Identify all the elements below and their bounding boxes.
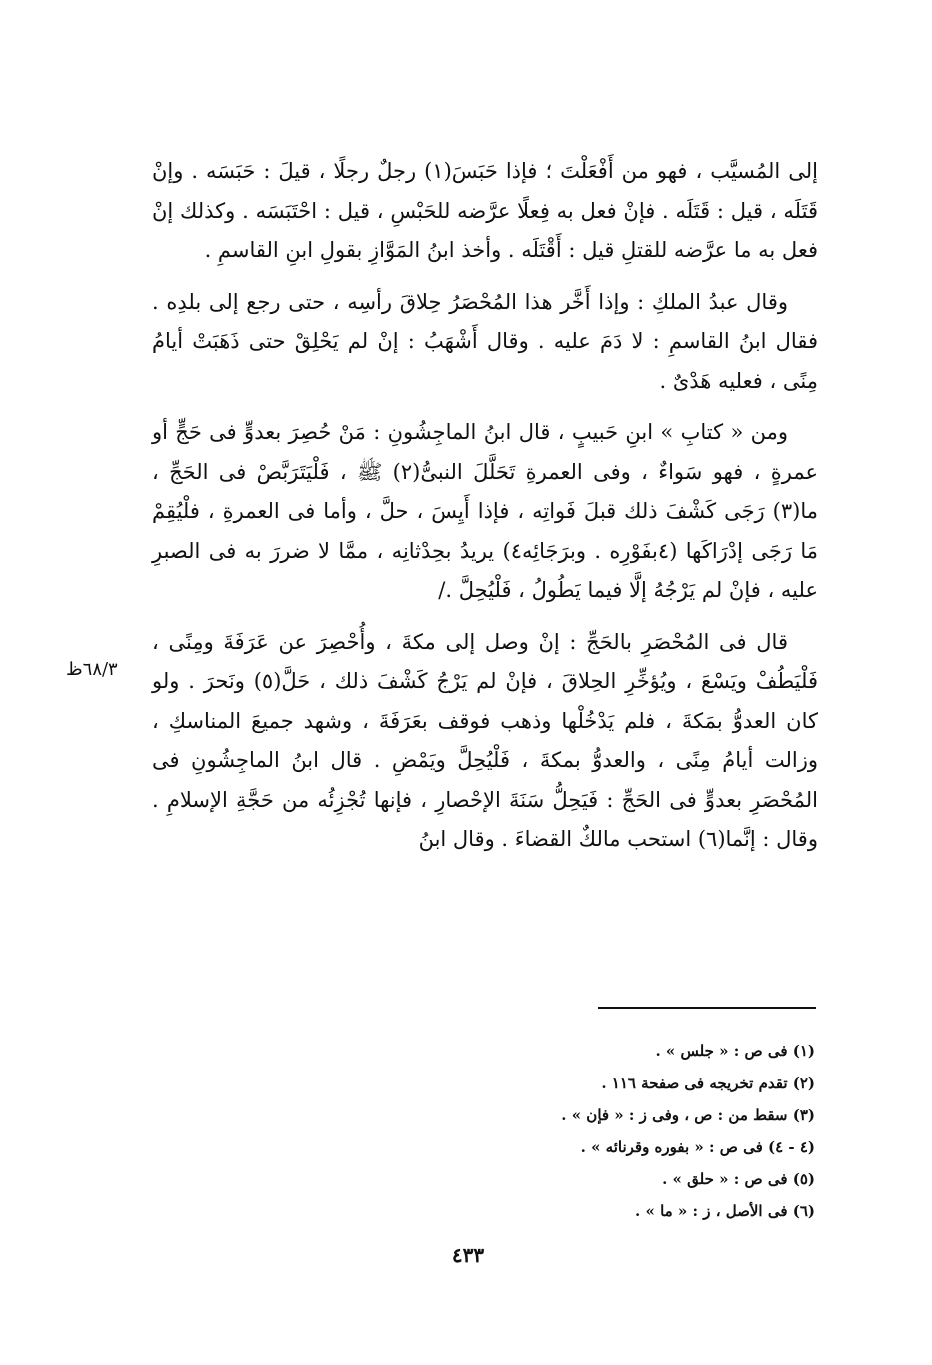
footnote-divider [598,1007,816,1009]
footnote: (٤ - ٤) فى ص : « بفوره وقرنائه » . [580,1138,815,1156]
footnotes [300,1035,815,1227]
footnote: (١) فى ص : « جلس » . [655,1042,815,1060]
manuscript-folio-note: ٦٨/٣ظ [66,659,118,680]
paragraph: وقال عبدُ الملكِ : وإذا أَخَّر هذا المُحْصَرُ حِلاقَ رأسِه ، حتى رجع إلى بلدِه . فقال ابنُ القاسمِ : لا دَمَ عليه . وقال أَشْهَبُ : إنْ لم يَحْلِقْ حتى ذَهَبَتْ أيامُ مِنًى ، فعليه هَدْىٌ . [152,289,818,393]
footnote: (٥) فى ص : « حلق » . [662,1170,815,1188]
paragraph: ومن « كتابِ » ابنِ حَبيبٍ ، قال ابنُ الماجِشُونِ : مَنْ حُصِرَ بعدوٍّ فى حَجٍّ أو عمرةٍ ، فهو سَواءٌ ، وفى العمرةِ تَحَلَّلَ النبىُّ(٢) ﷺ ، فَلْيَتَرَبَّصْ فى الحَجِّ ، ما(٣) رَجَى كَشْفَ ذلك قبلَ فَواتِه ، فإذا أَيِسَ ، حلَّ ، وأما فى العمرةِ ، فلْيُقِمْ مَا رَجَى إدْرَاكَها (٤بفَوْرِه . وبرَجَائِه٤) يريدُ بحِدْثانِه ، ممَّا لا ضررَ به فى الصبرِ عليه ، فإنْ لم يَرْجُهُ إلَّا فيما يَطُولُ ، فَلْيُحِلَّ ./ [152,420,818,602]
footnote: (٣) سقط من : ص ، وفى ز : « فإن » . [561,1106,815,1124]
paragraph: قال فى المُحْصَرِ بالحَجِّ : إنْ وصل إلى مكةَ ، وأُحْصِرَ عن عَرَفَةَ ومِنًى ، فَلْيَطُفْ ويَسْعَ ، ويُؤخِّرِ الحِلاقَ ، فإنْ لم يَرْجُ كَشْفَ ذلك ، حَلَّ(٥) ونَحرَ . ولو كان العدوُّ بمَكةَ ، فلم يَدْخُلْها وذهب فوقف بعَرَفَةَ ، وشهد جميعَ المناسكِ ، وزالت أيامُ مِنًى ، والعدوُّ بمكةَ ، فَلْيُحِلَّ ويَمْضِ . قال ابنُ الماجِشُونِ فى المُحْصَرِ بعدوٍّ فى الحَجِّ : فَيَحِلُّ سَنَةَ الإحْصارِ ، فإنها تُجْزِئُه من حَجَّةِ الإسلامِ . وقال : إنَّما(٦) استحب مالكٌ القضاءَ . وقال ابنُ [152,629,818,851]
footnote: (٦) فى الأصل ، ز : « ما » . [635,1202,815,1220]
footnote: (٢) تقدم تخريجه فى صفحة ١١٦ . [601,1074,815,1092]
paragraph: إلى المُسيَّب ، فهو من أَفْعَلْتَ ؛ فإذا حَبَسَ(١) رجلٌ رجلًا ، قيلَ : حَبَسَه . وإنْ قَتَلَه ، قيل : قَتَلَه . فإنْ فعل به فِعلًا عرَّضه للحَبْسِ ، قيل : احْتَبَسَه . وكذلك إنْ فعل به ما عرَّضه للقتلِ قيل : أَقْتَلَه . وأخذ ابنُ المَوَّازِ بقولِ ابنِ القاسمِ . [152,159,818,262]
page-number: ٤٣٣ [451,1243,485,1267]
main-text [152,152,818,872]
